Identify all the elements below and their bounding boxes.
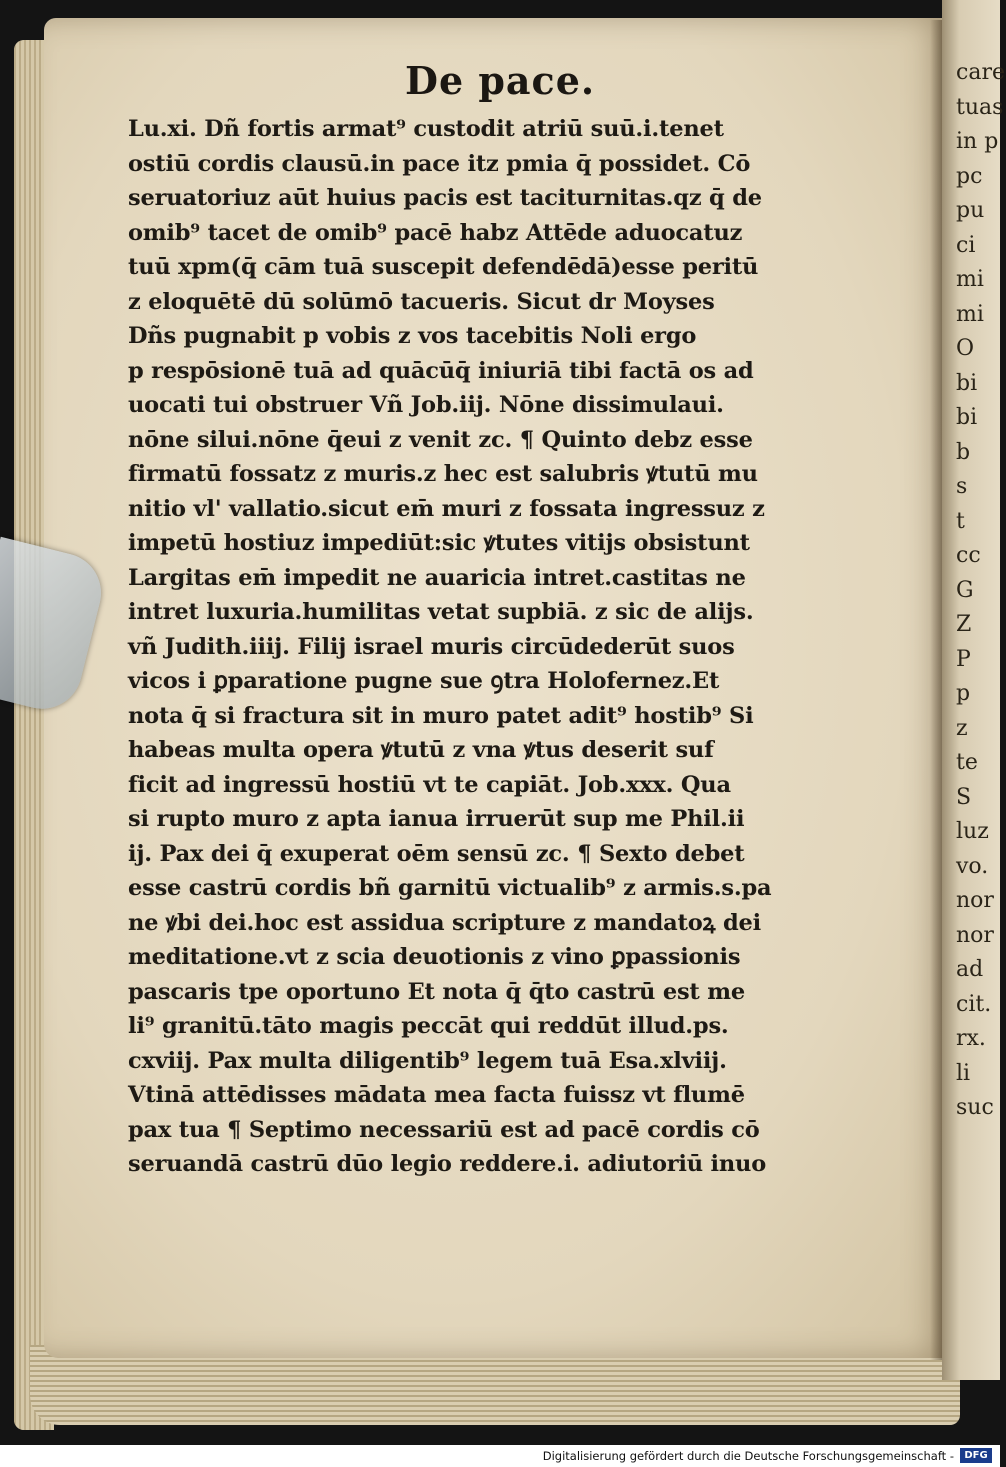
text-line: firmatū fossatz z muris.z hec est salubris ꝟtutū mu	[128, 461, 758, 487]
text-line: pax tua ¶ Septimo necessariū est ad pacē cordis cō	[128, 1116, 760, 1143]
text-line: seruandā castrū dūo legio reddere.i. adiutoriū inuo	[128, 1151, 767, 1177]
text-line: meditatione.vt z scia deuotionis z vino ꝑpassionis	[128, 944, 741, 970]
facing-page-fragment: te	[956, 750, 978, 775]
text-line: Lu.xi. Dñ fortis armat⁹ custodit atriū suū.i.tenet	[128, 116, 724, 142]
text-line: Vtinā attēdisses mādata mea facta fuissz vt flumē	[128, 1082, 745, 1108]
facing-page-fragment: nor	[956, 922, 994, 948]
facing-page-fragment: mi	[956, 267, 984, 292]
facing-page-fragment: z	[956, 715, 968, 741]
facing-page-fragment: ci	[956, 232, 976, 258]
text-line: ij. Pax dei q̄ exuperat oēm sensū zc. ¶ Sexto debet	[128, 840, 745, 867]
facing-page-fragment: G	[956, 577, 974, 603]
facing-page-fragment: nor	[956, 888, 994, 913]
text-line: Largitas em̄ impedit ne auaricia intret.castitas ne	[128, 564, 746, 591]
page-heading: De pace.	[405, 58, 596, 103]
funding-notice: Digitalisierung gefördert durch die Deutsche Forschungsgemeinschaft -	[542, 1449, 954, 1463]
text-line: vñ Judith.iiij. Filij israel muris circūdederūt suos	[128, 633, 735, 660]
facing-page-fragment: cc	[956, 543, 981, 568]
facing-page-fragment: t	[956, 508, 965, 534]
facing-page-fragment: li	[956, 1060, 971, 1086]
facing-page-fragment: P	[956, 646, 971, 672]
facing-page-fragment: pc	[956, 163, 983, 189]
text-line: si rupto muro z apta ianua irruerūt sup me Phil.ii	[128, 806, 745, 832]
text-line: impetū hostiuz impediūt:sic ꝟtutes vitijs obsistunt	[128, 530, 750, 556]
dfg-logo-icon: DFG	[960, 1448, 992, 1463]
text-line: ficit ad ingressū hostiū vt te capiāt. Job.xxx. Qua	[128, 771, 731, 798]
facing-page-fragment: suc	[956, 1095, 994, 1120]
facing-page-fragment: care	[956, 60, 1005, 85]
text-line: uocati tui obstruer Vñ Job.iij. Nōne dissimulaui.	[128, 392, 724, 418]
facing-page-fragment: S	[956, 784, 972, 810]
facing-page-fragment: rx.	[956, 1026, 986, 1051]
facing-page-fragment: luz	[956, 819, 989, 844]
facing-page-fragment: pu	[956, 198, 985, 223]
text-line: omib⁹ tacet de omib⁹ pacē habz Attēde aduocatuz	[128, 219, 743, 246]
text-line: ostiū cordis clausū.in pace itz pmia q̄ possidet. Cō	[128, 150, 751, 177]
text-line: nitio vl' vallatio.sicut em̄ muri z fossata ingressuz z	[128, 495, 765, 522]
text-line: tuū xpm(q̄ cām tuā suscepit defendēdā)esse peritū	[128, 254, 759, 280]
facing-page-fragment: O	[956, 336, 975, 361]
text-line: vicos i ꝑparatione pugne sue ꝯtra Holofernez.Et	[128, 668, 720, 694]
text-line: p respōsionē tuā ad quācūq̄ iniuriā tibi factā os ad	[128, 357, 754, 384]
text-line: intret luxuria.humilitas vetat supbiā. z sic de alijs.	[128, 599, 754, 625]
text-line: nōne silui.nōne q̄eui z venit zc. ¶ Quinto debz esse	[128, 426, 753, 453]
facing-page-fragment: s	[956, 474, 968, 499]
footer-bar	[0, 1445, 1000, 1467]
facing-page-fragment: vo.	[956, 853, 989, 879]
facing-page-fragment: bi	[956, 405, 978, 430]
body-text	[128, 112, 828, 1182]
text-line: z eloquētē dū solūmō tacueris. Sicut dr Moyses	[128, 288, 715, 315]
text-line: nota q̄ si fractura sit in muro patet adit⁹ hostib⁹ Si	[128, 702, 754, 729]
facing-page-fragment: p	[956, 681, 971, 706]
text-line: esse castrū cordis bñ garnitū victualib⁹ z armis.s.pa	[128, 875, 772, 901]
facing-page-fragment: ad	[956, 957, 984, 982]
text-line: ne ꝟbi dei.hoc est assidua scripture z mandatoꝝ dei	[128, 909, 761, 936]
text-line: habeas multa opera ꝟtutū z vna ꝟtus deserit suf	[128, 737, 714, 763]
facing-page-edge	[942, 0, 1005, 1380]
facing-page-fragment: bi	[956, 370, 978, 396]
text-line: Dñs pugnabit p vobis z vos tacebitis Noli ergo	[128, 323, 697, 349]
facing-page-fragment: cit.	[956, 991, 992, 1017]
text-line: seruatoriuz aūt huius pacis est taciturnitas.qz q̄ de	[128, 185, 762, 211]
facing-page-fragment: tuas	[956, 94, 1004, 120]
facing-page-fragment: in p	[956, 129, 999, 154]
facing-page-fragment: mi	[956, 301, 984, 327]
text-line: cxviij. Pax multa diligentib⁹ legem tuā Esa.xlviij.	[128, 1047, 727, 1074]
text-line: pascaris tpe oportuno Et nota q̄ q̄to castrū est me	[128, 978, 745, 1005]
text-line: li⁹ granitū.tāto magis peccāt qui reddūt illud.ps.	[128, 1013, 729, 1039]
facing-page-fragment: Z	[956, 612, 972, 637]
facing-page-fragment: b	[956, 439, 971, 465]
